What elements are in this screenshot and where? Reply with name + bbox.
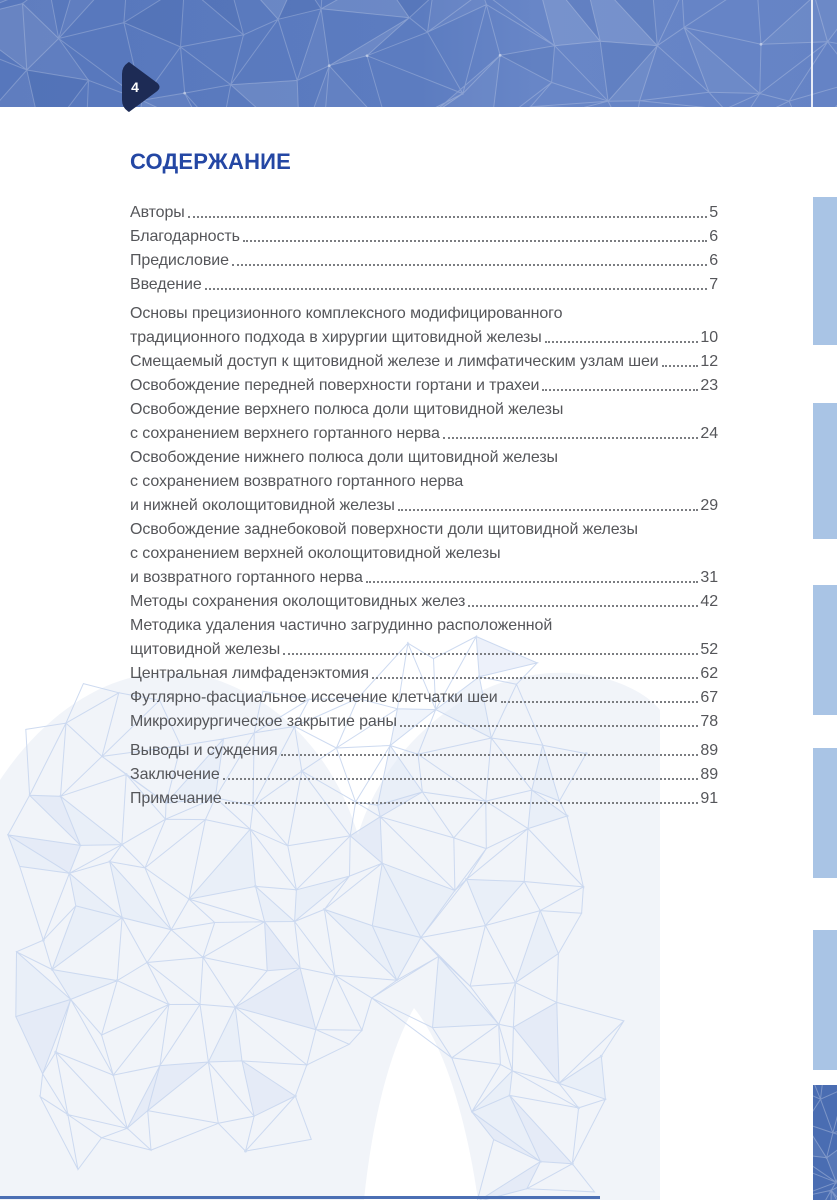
side-tab-dark (813, 1085, 837, 1200)
toc-entry-page: 91 (700, 790, 718, 807)
toc-entry (130, 491, 718, 515)
toc-entry (130, 784, 718, 808)
page-number-marker (119, 59, 165, 115)
toc-entry-page: 52 (700, 641, 718, 658)
toc-list (130, 198, 718, 808)
toc-entry-title: щитовидной железы (130, 641, 281, 658)
toc-entry-page: 29 (700, 497, 718, 514)
toc-entry (130, 467, 718, 491)
page-number-label: 4 (131, 79, 139, 95)
side-tab-5 (813, 930, 837, 1070)
toc-entry-title: Футлярно-фасциальное иссечение клетчатки шеи (130, 689, 498, 706)
toc-entry-page: 5 (709, 204, 718, 221)
toc-leader-dots (443, 437, 699, 439)
toc-entry-title: Выводы и суждения (130, 742, 278, 759)
toc-entry-page: 89 (700, 766, 718, 783)
toc-entry-title: с сохранением верхнего гортанного нерва (130, 425, 440, 442)
toc-leader-dots (398, 509, 699, 511)
toc-entry (130, 659, 718, 683)
page-title: СОДЕРЖАНИЕ (130, 149, 292, 174)
side-tab-3 (813, 585, 837, 715)
toc-entry-title: Микрохирургическое закрытие раны (130, 713, 397, 730)
toc-entry-page: 6 (709, 228, 718, 245)
toc-entry (130, 443, 718, 467)
toc-entry-title: Смещаемый доступ к щитовидной железе и лимфатическим узлам шеи (130, 353, 659, 370)
dark-tab-mesh-pattern (813, 1085, 837, 1200)
toc-leader-dots (225, 802, 699, 804)
side-tab-1 (813, 197, 837, 345)
toc-entry (130, 323, 718, 347)
toc-entry-title: Заключение (130, 766, 220, 783)
banner-divider-line (811, 0, 813, 107)
toc-leader-dots (188, 216, 708, 218)
toc-entry-title: Авторы (130, 204, 185, 221)
toc-entry-page: 23 (700, 377, 718, 394)
toc-leader-dots (281, 754, 699, 756)
toc-entry-title: Методика удаления частично загрудинно расположенной (130, 617, 553, 634)
toc-entry (130, 760, 718, 784)
side-tab-2 (813, 403, 837, 539)
toc-entry-title: Освобождение нижнего полюса доли щитовидной железы (130, 449, 558, 466)
toc-entry (130, 563, 718, 587)
toc-entry (130, 707, 718, 731)
toc-entry-title: Основы прецизионного комплексного модифицированного (130, 305, 563, 322)
toc-entry (130, 246, 718, 270)
toc-entry-title: Введение (130, 276, 202, 293)
toc-leader-dots (468, 605, 698, 607)
toc-entry-page: 12 (700, 353, 718, 370)
toc-entry-title: и возвратного гортанного нерва (130, 569, 363, 586)
toc-entry-page: 78 (700, 713, 718, 730)
toc-entry-title: с сохранением возвратного гортанного нерва (130, 473, 464, 490)
toc-entry-page: 24 (700, 425, 718, 442)
toc-entry-title: Освобождение верхнего полюса доли щитовидной железы (130, 401, 564, 418)
toc-entry (130, 299, 718, 323)
arrow-right-icon (122, 62, 160, 112)
toc-entry-page: 10 (700, 329, 718, 346)
toc-entry (130, 270, 718, 294)
bottom-accent-line (0, 1196, 600, 1199)
toc-entry (130, 683, 718, 707)
toc-entry-page: 42 (700, 593, 718, 610)
toc-entry-title: Освобождение заднебоковой поверхности доли щитовидной железы (130, 521, 638, 538)
toc-entry (130, 611, 718, 635)
toc-entry (130, 222, 718, 246)
toc-entry-title: и нижней околощитовидной железы (130, 497, 395, 514)
toc-leader-dots (232, 264, 707, 266)
toc-entry-title: традиционного подхода в хирургии щитовидной железы (130, 329, 542, 346)
toc-entry-title: Методы сохранения околощитовидных желез (130, 593, 466, 610)
toc-leader-dots (205, 288, 708, 290)
toc-leader-dots (223, 778, 699, 780)
toc-leader-dots (366, 581, 699, 583)
toc-entry-page: 6 (709, 252, 718, 269)
toc-entry (130, 736, 718, 760)
side-tab-4 (813, 748, 837, 878)
toc-entry (130, 347, 718, 371)
toc-entry-page: 89 (700, 742, 718, 759)
toc-leader-dots (400, 725, 699, 727)
toc-entry (130, 419, 718, 443)
toc-entry (130, 371, 718, 395)
toc-entry (130, 515, 718, 539)
toc-entry-title: с сохранением верхней околощитовидной железы (130, 545, 501, 562)
toc-entry-title: Благодарность (130, 228, 240, 245)
toc-entry (130, 395, 718, 419)
toc-entry-title: Примечание (130, 790, 222, 807)
toc-entry (130, 587, 718, 611)
toc-leader-dots (501, 701, 699, 703)
toc-leader-dots (542, 389, 698, 391)
toc-entry-title: Центральная лимфаденэктомия (130, 665, 369, 682)
toc-entry (130, 635, 718, 659)
toc-leader-dots (243, 240, 707, 242)
toc-entry-page: 67 (700, 689, 718, 706)
toc-entry-page: 31 (700, 569, 718, 586)
toc-leader-dots (283, 653, 698, 655)
toc-entry (130, 539, 718, 563)
toc-leader-dots (372, 677, 698, 679)
toc-leader-dots (662, 365, 699, 367)
toc-entry-page: 7 (709, 276, 718, 293)
toc-leader-dots (545, 341, 699, 343)
toc-entry-title: Освобождение передней поверхности гортани и трахеи (130, 377, 540, 394)
toc-entry-page: 62 (700, 665, 718, 682)
toc-entry-title: Предисловие (130, 252, 229, 269)
toc-entry (130, 198, 718, 222)
